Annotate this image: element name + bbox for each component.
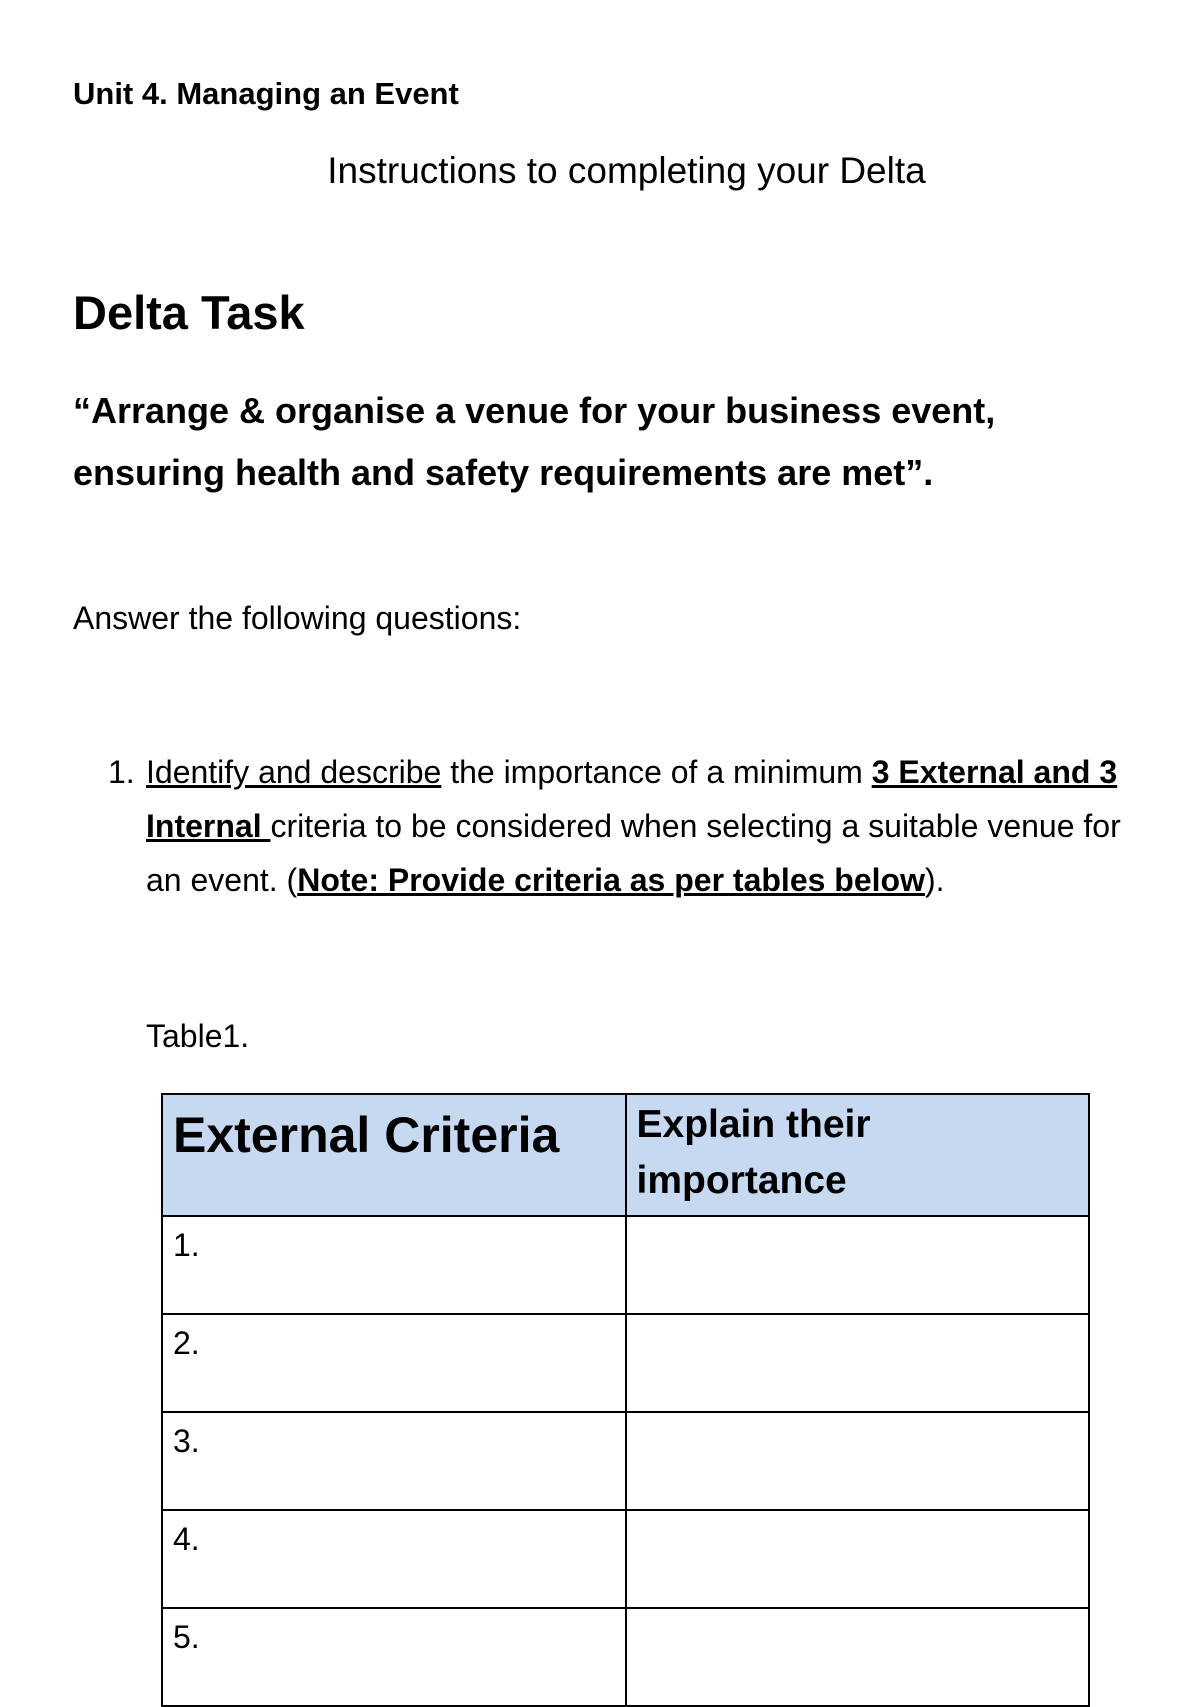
page-title: Instructions to completing your Delta	[327, 150, 926, 191]
question-criteria-count: 3 External and 3 Internal	[146, 754, 1118, 844]
table-row	[162, 1412, 1089, 1510]
criteria-cell[interactable]: 1.	[162, 1216, 626, 1314]
external-criteria-table	[161, 1093, 1090, 1707]
criteria-cell[interactable]: 4.	[162, 1510, 626, 1608]
criteria-cell[interactable]: 3.	[162, 1412, 626, 1510]
importance-cell[interactable]	[626, 1608, 1090, 1706]
question-number: 1.	[108, 754, 135, 790]
column-header-explain-importance: Explain their importance	[626, 1094, 1090, 1216]
question-note: Note: Provide criteria as per tables below	[297, 862, 925, 898]
table-header-row	[162, 1094, 1089, 1216]
importance-cell[interactable]	[626, 1412, 1090, 1510]
importance-cell[interactable]	[626, 1216, 1090, 1314]
task-statement-line-2: ensuring health and safety requirements are met”.	[73, 452, 934, 493]
criteria-cell[interactable]: 5.	[162, 1608, 626, 1706]
question-text-part: the importance of a minimum	[441, 754, 872, 790]
question-text-end: ).	[924, 862, 945, 898]
table-row	[162, 1510, 1089, 1608]
table-row	[162, 1216, 1089, 1314]
instruction-text: Answer the following questions:	[73, 600, 522, 636]
task-statement	[73, 380, 1133, 504]
table-caption: Table1.	[146, 1018, 250, 1054]
question-1	[100, 745, 1140, 907]
unit-title: Unit 4. Managing an Event	[73, 76, 459, 111]
column-header-external-criteria: External Criteria	[162, 1094, 626, 1216]
importance-cell[interactable]	[626, 1314, 1090, 1412]
table-row	[162, 1608, 1089, 1706]
table-row	[162, 1314, 1089, 1412]
task-heading: Delta Task	[73, 286, 305, 339]
importance-cell[interactable]	[626, 1510, 1090, 1608]
criteria-cell[interactable]: 2.	[162, 1314, 626, 1412]
task-statement-line-1: “Arrange & organise a venue for your business event,	[73, 390, 996, 431]
question-keyword: Identify and describe	[146, 754, 442, 790]
question-text-part: criteria to be considered when selecting a suitable venue for an event. (	[146, 808, 1121, 898]
